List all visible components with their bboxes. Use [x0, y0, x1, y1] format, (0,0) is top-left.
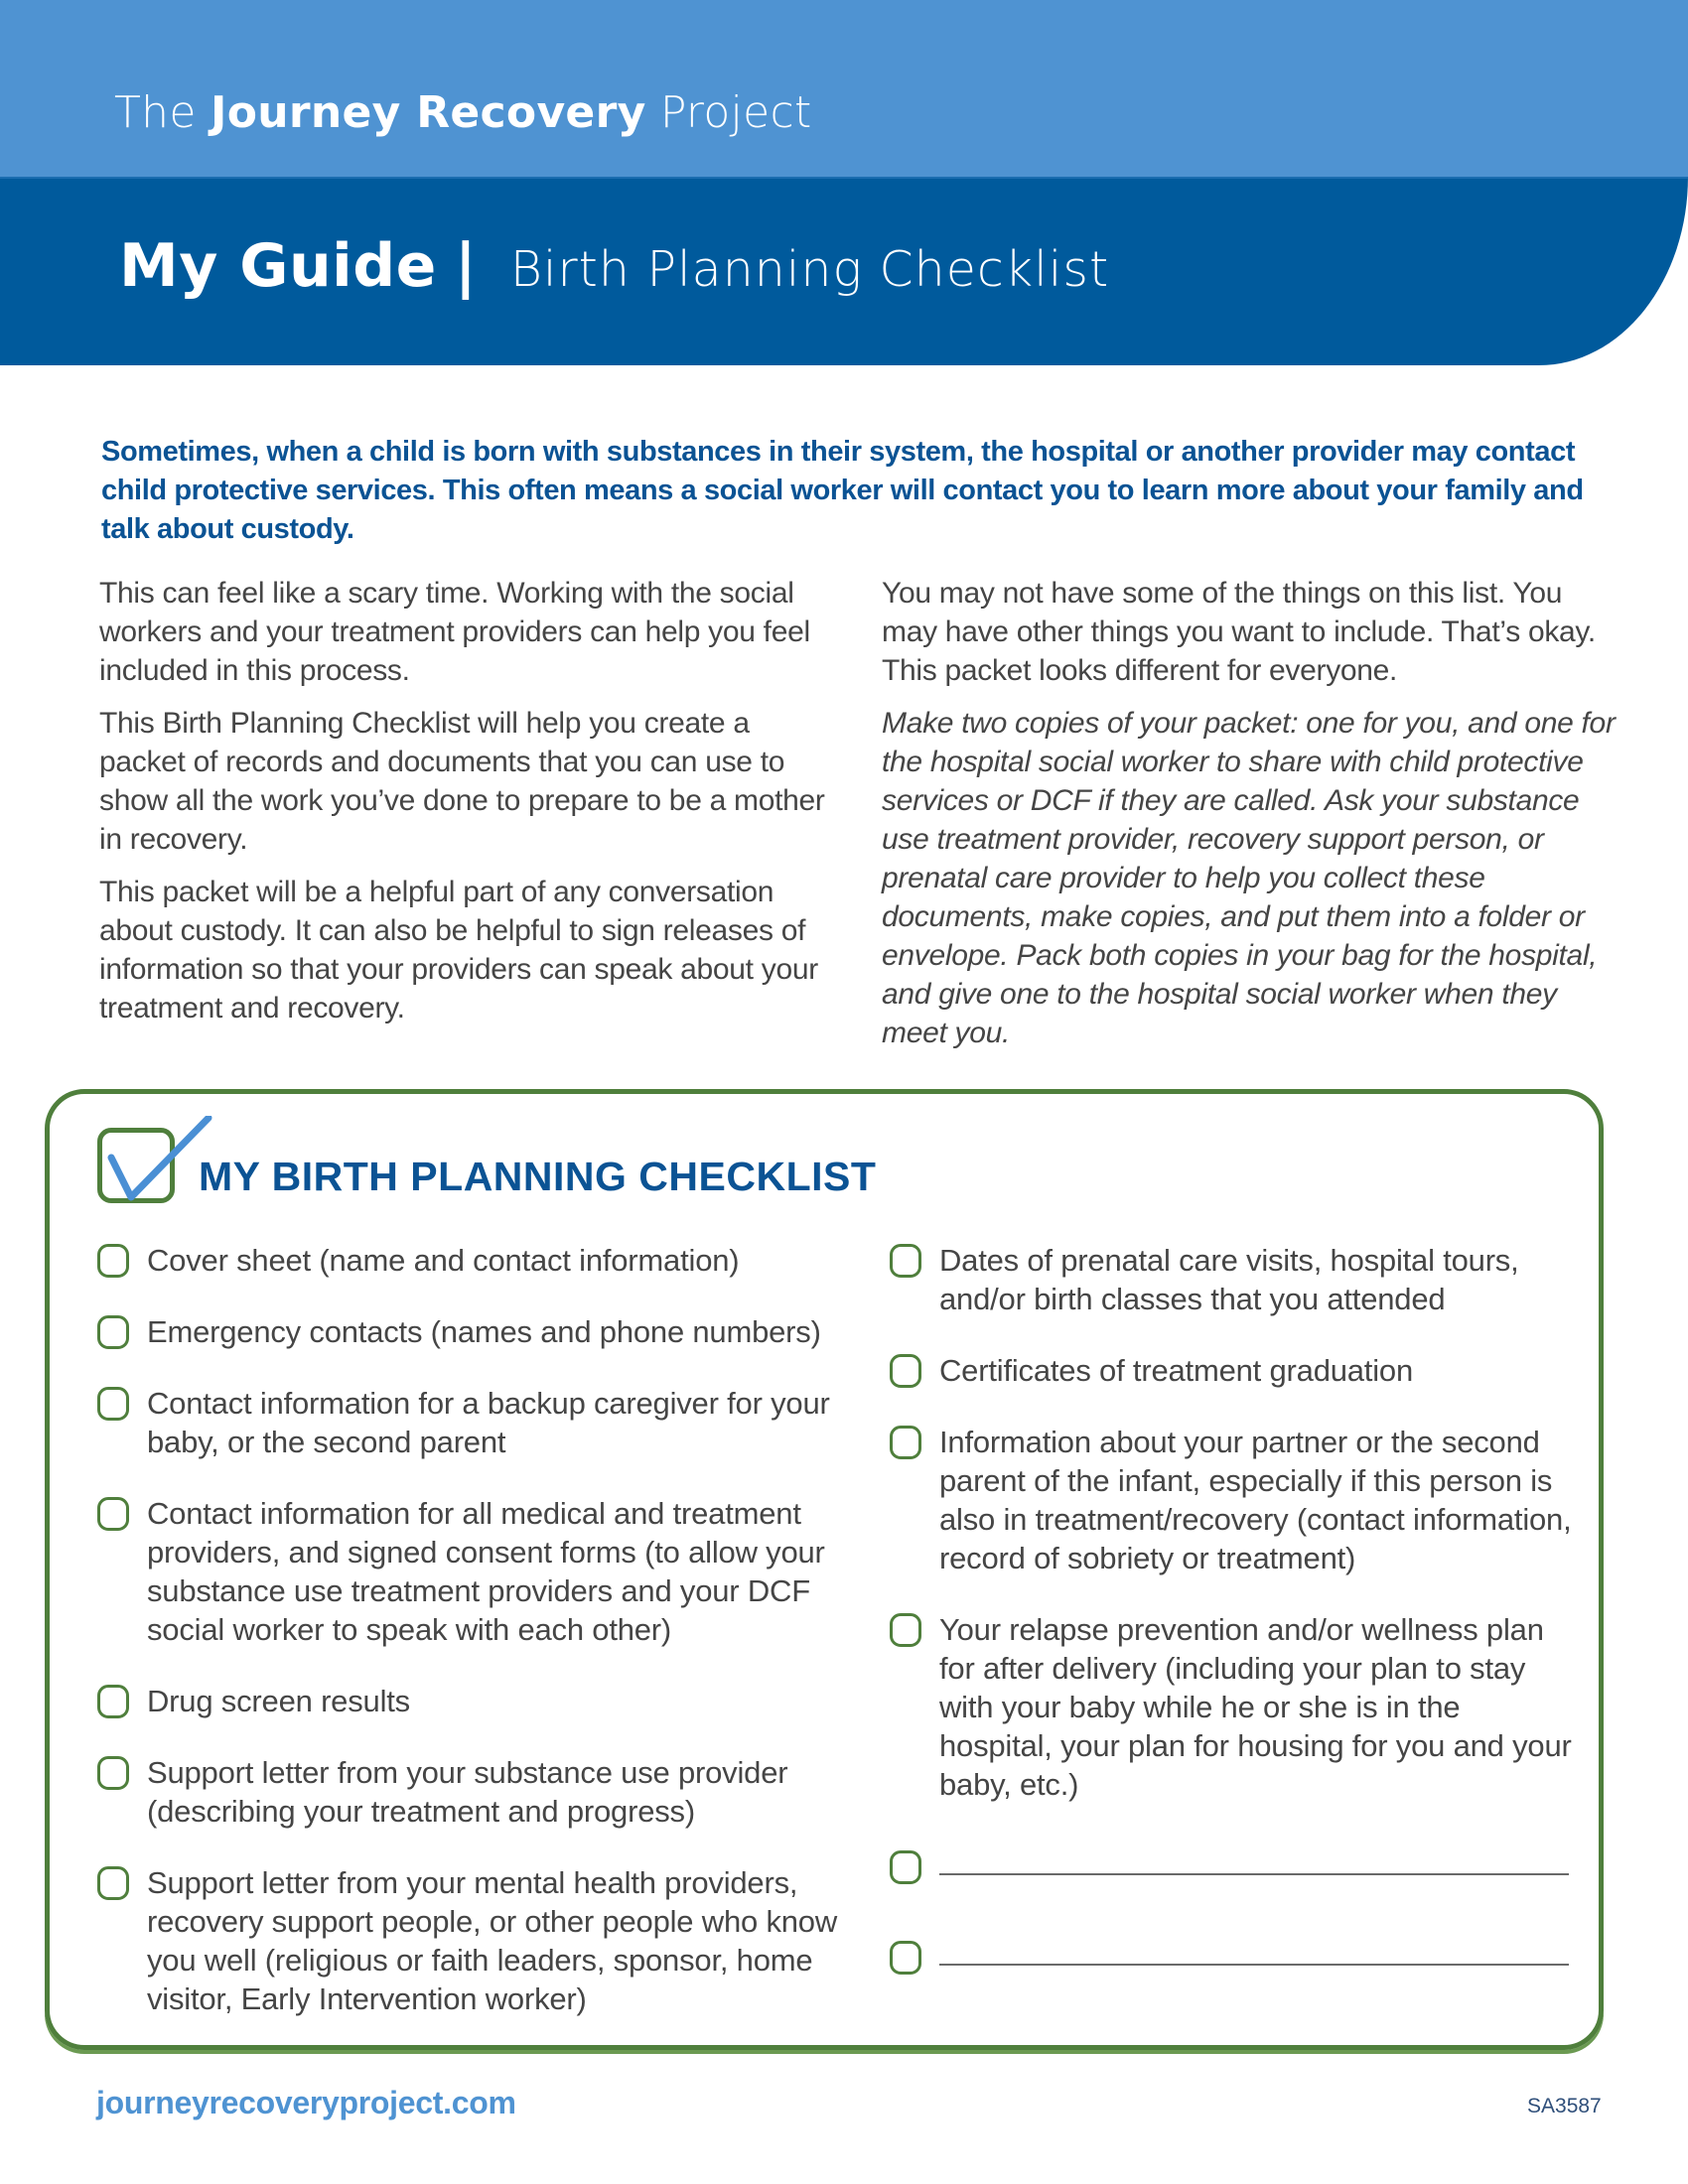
checklist-item[interactable]	[890, 1610, 1575, 1804]
checklist-item-label: Drug screen results	[147, 1684, 410, 1718]
checkbox[interactable]	[97, 1387, 129, 1421]
checklist-item-label: Dates of prenatal care visits, hospital tours, and/or birth classes that you attended	[939, 1243, 1519, 1316]
checkbox[interactable]	[890, 1850, 921, 1884]
paragraph: This packet will be a helpful part of any conversation about custody. It can also be helpful to sign releases of information so that your providers can speak about your treatment and recovery.	[99, 876, 818, 1024]
footer-website-link[interactable]: journeyrecoveryproject.com	[96, 2085, 516, 2120]
checklist-item[interactable]	[97, 1384, 872, 1461]
checklist-item[interactable]	[890, 1423, 1575, 1577]
checklist-item-label: Contact information for all medical and treatment providers, and signed consent forms (to allow your substance use treatment providers and your DCF social worker to speak with each other)	[147, 1496, 825, 1647]
checklist-item-label: Your relapse prevention and/or wellness plan for after delivery (including your plan to stay with your baby while he or she is in the hospital, your plan for housing for you and your baby, etc.)	[939, 1612, 1572, 1802]
checklist-item-label: Support letter from your mental health providers, recovery support people, or other people who know you well (religious or faith leaders, sponsor, home visitor, Early Intervention worker)	[147, 1865, 838, 2016]
checklist-item-label: Emergency contacts (names and phone numbers)	[147, 1314, 821, 1349]
checkbox[interactable]	[97, 1756, 129, 1790]
paragraph: You may not have some of the things on this list. You may have other things you want to include. That’s okay. This packet looks different for everyone.	[882, 577, 1596, 687]
checklist-header	[97, 1116, 876, 1215]
title-separator: |	[454, 231, 477, 301]
checklist-item[interactable]	[97, 1494, 872, 1649]
document-code: SA3587	[1527, 2095, 1602, 2117]
checklist-item-label: Contact information for a backup caregiver for your baby, or the second parent	[147, 1386, 830, 1459]
checklist-item-label: Information about your partner or the second parent of the infant, especially if this person is also in treatment/recovery (contact information, record of sobriety or treatment)	[939, 1425, 1572, 1575]
title-main: My Guide	[119, 231, 437, 301]
checklist-item[interactable]	[97, 1241, 872, 1280]
checklist-item-blank[interactable]	[890, 1938, 1575, 1975]
page-title	[119, 231, 1109, 301]
paragraph-instructions: Make two copies of your packet: one for you, and one for the hospital social worker to share with child protective services or DCF if they are called. Ask your substance use treatment provider, recovery support person, or prenatal care provider to help you collect these documents, make copies, and put them into a folder or envelope. Pack both copies in your bag for the hospital, and give one to the hospital social worker when they meet you.	[882, 707, 1616, 1049]
checkbox[interactable]	[890, 1426, 921, 1459]
checklist-column-left	[97, 1241, 872, 2051]
checklist-item[interactable]	[890, 1241, 1575, 1318]
checklist-item-label: Cover sheet (name and contact information)	[147, 1243, 740, 1278]
write-in-line[interactable]	[939, 1964, 1569, 1966]
checkbox[interactable]	[890, 1941, 921, 1975]
brand-tagline	[114, 87, 812, 138]
checklist-item[interactable]	[890, 1351, 1575, 1390]
tagline-brand: Journey Recovery	[211, 87, 646, 138]
header-band-main	[0, 177, 1688, 365]
checkbox[interactable]	[890, 1244, 921, 1278]
checklist-item-label: Certificates of treatment graduation	[939, 1353, 1413, 1388]
checklist-item-label: Support letter from your substance use provider (describing your treatment and progress)	[147, 1755, 788, 1829]
checkbox[interactable]	[97, 1497, 129, 1531]
checkbox[interactable]	[97, 1315, 129, 1349]
header-band-top	[0, 0, 1688, 177]
tagline-prefix: The	[114, 87, 211, 138]
tagline-suffix: Project	[645, 87, 812, 138]
checklist-column-right	[890, 1241, 1575, 2028]
checkbox[interactable]	[890, 1613, 921, 1647]
checkbox[interactable]	[97, 1866, 129, 1900]
checklist-item[interactable]	[97, 1863, 872, 2018]
body-column-left	[99, 574, 834, 1041]
intro-statement: Sometimes, when a child is born with substances in their system, the hospital or another provider may contact child protective services. This often means a social worker will contact you to learn more about your family and talk about custody.	[101, 436, 1584, 545]
checklist-item[interactable]	[97, 1312, 872, 1351]
checklist-item[interactable]	[97, 1753, 872, 1831]
paragraph: This Birth Planning Checklist will help you create a packet of records and documents that you can use to show all the work you’ve done to prepare to be a mother in recovery.	[99, 707, 825, 856]
body-column-right	[882, 574, 1621, 1066]
checklist-item[interactable]	[97, 1682, 872, 1720]
title-subtitle: Birth Planning Checklist	[509, 241, 1110, 298]
checkbox[interactable]	[97, 1244, 129, 1278]
checklist-title: MY BIRTH PLANNING CHECKLIST	[199, 1153, 877, 1199]
paragraph: This can feel like a scary time. Working with the social workers and your treatment providers can help you feel included in this process.	[99, 577, 810, 687]
write-in-line[interactable]	[939, 1873, 1569, 1875]
checklist-item-blank[interactable]	[890, 1847, 1575, 1884]
checkbox[interactable]	[97, 1685, 129, 1718]
checkmark-box-icon	[97, 1116, 207, 1215]
checkbox[interactable]	[890, 1354, 921, 1388]
checklist-panel	[45, 1089, 1604, 2050]
